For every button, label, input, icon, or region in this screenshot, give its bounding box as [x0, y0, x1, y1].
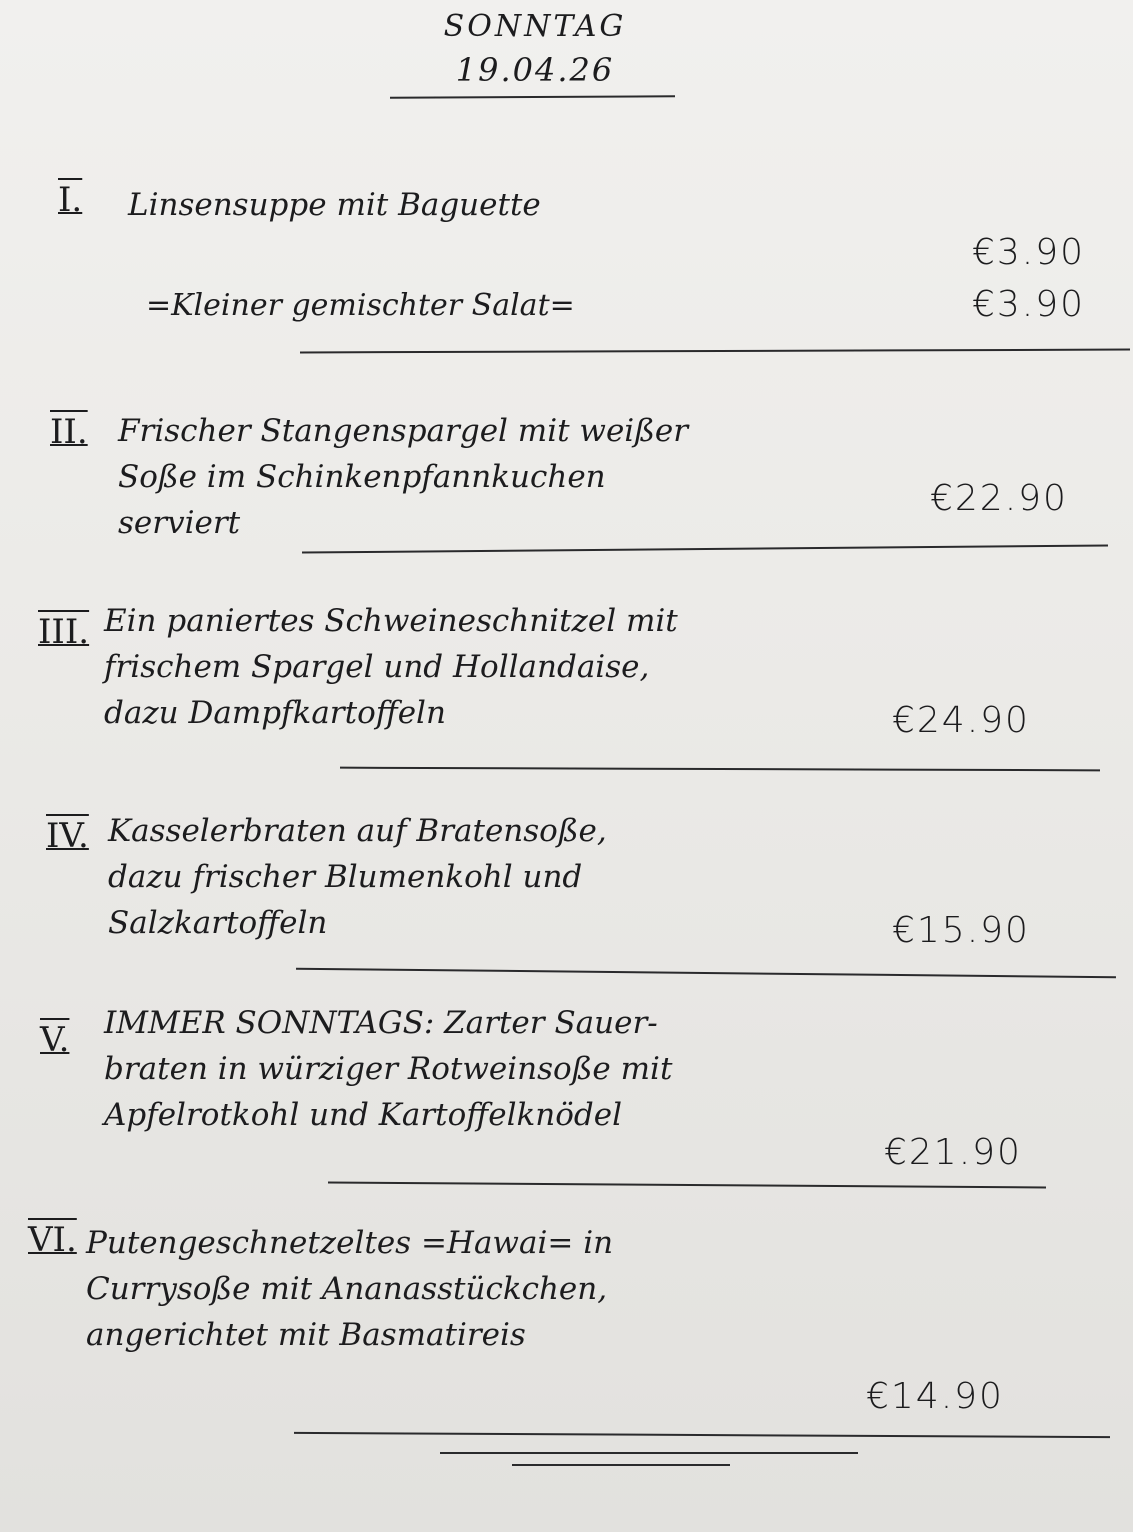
menu-item-numeral: V.: [40, 1020, 70, 1060]
item-divider: [296, 968, 1116, 979]
menu-item-price: €3.90: [972, 232, 1086, 273]
menu-item-numeral: IV.: [46, 816, 89, 856]
menu-item-numeral: III.: [38, 612, 90, 652]
menu-item-price: €14.90: [866, 1376, 1004, 1417]
menu-item-text: Putengeschnetzeltes =Hawai= in Currysoße mit Ananasstückchen, angerichtet mit Basmatireis: [86, 1225, 614, 1353]
item-divider: [340, 767, 1100, 772]
menu-item-numeral: VI.: [28, 1220, 77, 1260]
menu-side-dish-text: =Kleiner gemischter Salat=: [146, 288, 575, 323]
item-divider: [300, 349, 1130, 354]
menu-item-text: Ein paniertes Schweineschnitzel mit frischem Spargel und Hollandaise, dazu Dampfkartoffeln: [104, 603, 678, 731]
header-underline: [390, 95, 675, 98]
menu-item-price: €21.90: [884, 1132, 1022, 1173]
item-divider: [294, 1432, 1110, 1438]
menu-date: 19.04.26: [455, 51, 615, 89]
closing-divider: [440, 1452, 858, 1454]
menu-header: [390, 8, 680, 90]
closing-divider-short: [512, 1464, 730, 1466]
menu-item-numeral: II.: [50, 412, 88, 452]
menu-item-text: Kasselerbraten auf Bratensoße, dazu frischer Blumenkohl und Salzkartoffeln: [108, 813, 607, 941]
menu-item-price: €15.90: [892, 910, 1030, 951]
menu-item-text: IMMER SONNTAGS: Zarter Sauer- braten in würziger Rotweinsoße mit Apfelrotkohl und Kartoffelknödel: [104, 1005, 673, 1133]
menu-side-dish-price: €3.90: [972, 284, 1086, 325]
menu-item-price: €24.90: [892, 700, 1030, 741]
menu-day: SONNTAG: [443, 9, 627, 44]
menu-item-price: €22.90: [930, 478, 1068, 519]
menu-item-numeral: I.: [58, 180, 83, 220]
menu-item-text: Frischer Stangenspargel mit weißer Soße im Schinkenpfannkuchen serviert: [118, 413, 689, 541]
menu-item-text: Linsensuppe mit Baguette: [128, 187, 541, 223]
item-divider: [328, 1181, 1046, 1188]
